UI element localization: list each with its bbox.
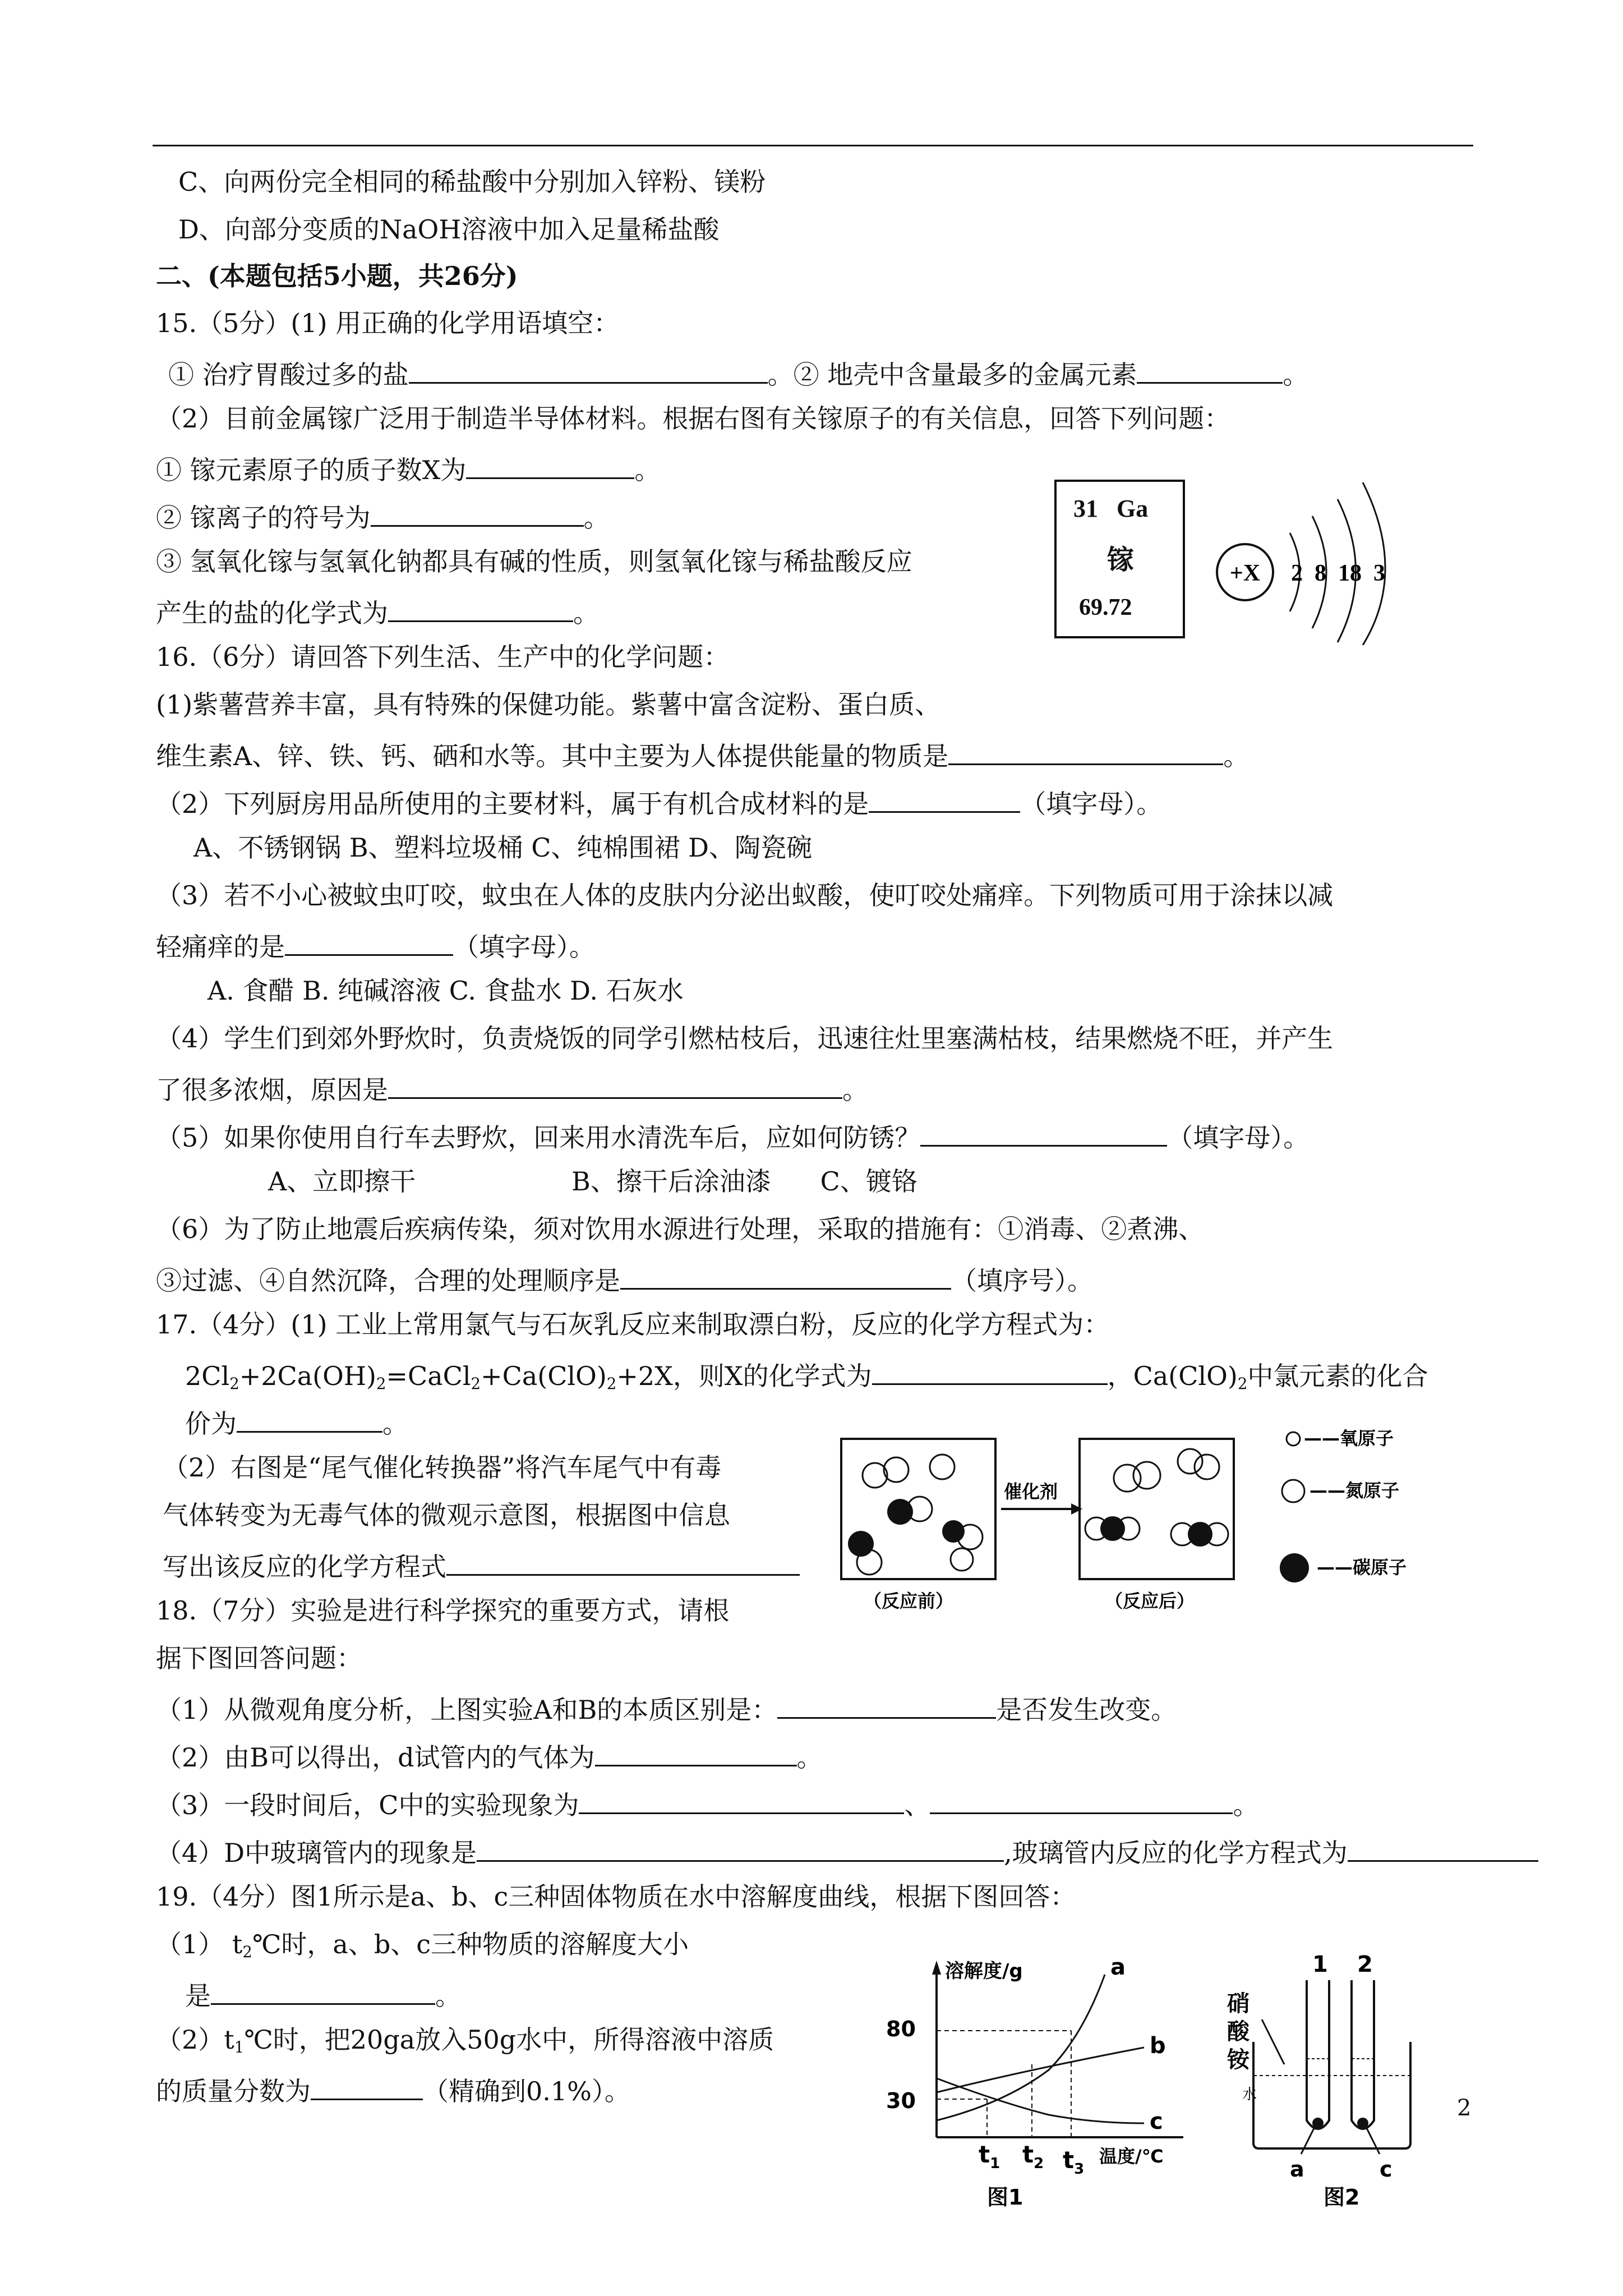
top-rule — [153, 145, 1473, 146]
label-a: a — [1290, 2157, 1304, 2182]
shell-electrons: 2 8 18 3 — [1291, 560, 1385, 586]
q17-title: 17.（4分）(1) 工业上常用氯气与石灰乳反应来制取漂白粉，反应的化学方程式为： — [156, 1309, 1110, 1340]
q15-line1: ① 治疗胃酸过多的盐 。② 地壳中含量最多的金属元素 。 — [168, 356, 1308, 390]
answer-blank[interactable] — [477, 1834, 1004, 1862]
q17-part1b: 价为 。 — [185, 1405, 408, 1439]
option-d: D、向部分变质的NaOH溶液中加入足量稀盐酸 — [178, 214, 720, 245]
gallium-element-card — [1054, 480, 1185, 638]
nitrogen-atom — [1114, 1465, 1141, 1492]
answer-blank[interactable] — [237, 1405, 382, 1433]
q18-title-b: 据下图回答问题： — [156, 1643, 362, 1673]
answer-blank[interactable] — [930, 1787, 1233, 1814]
figure2-caption: 图2 — [1324, 2185, 1360, 2210]
tick-t1: $t_1$ — [979, 2141, 1000, 2172]
option-c: C、向两份完全相同的稀盐酸中分别加入锌粉、镁粉 — [178, 167, 766, 197]
answer-blank[interactable] — [388, 595, 573, 622]
q16-part1b: 维生素A、锌、铁、钙、硒和水等。其中主要为人体提供能量的物质是 。 — [156, 738, 1249, 771]
atomic-number: 31 Ga — [1073, 495, 1149, 522]
q17-equation: $2Cl_2+2Ca(OH)_2=CaCl_2+Ca(ClO)_2+2X$，则X的化学式为 ，$Ca(ClO)_2$中氯元素的化合 — [185, 1358, 1428, 1393]
y-axis-label: 溶解度/g — [945, 1960, 1023, 1982]
answer-blank[interactable] — [388, 1071, 842, 1099]
test-tube-figure — [1223, 1947, 1424, 2210]
answer-blank[interactable] — [872, 1358, 1108, 1385]
reagent-label-1: 硝 — [1227, 1991, 1249, 2017]
catalytic-converter-diagram — [836, 1419, 1492, 1627]
q19-part1: （1） $t_2℃$时，a、b、c三种物质的溶解度大小 — [156, 1929, 689, 1961]
q16-part4b: 了很多浓烟，原因是 。 — [156, 1071, 868, 1105]
q16-part3: （3）若不小心被蚊虫叮咬，蚊虫在人体的皮肤内分泌出蚁酸，使叮咬处痛痒。下列物质可用于涂抹以减 — [156, 880, 1334, 910]
q16-part6b: ③过滤、④自然沉降，合理的处理顺序是 （填序号）。 — [156, 1262, 1093, 1296]
tick-80: 80 — [886, 2017, 916, 2041]
q18-part2: （2）由B可以得出，d试管内的气体为 。 — [156, 1739, 823, 1773]
x-axis-label: 温度/℃ — [1099, 2146, 1164, 2167]
q15-sub2: ② 镓离子的符号为 。 — [156, 499, 610, 533]
reagent-label-2: 酸 — [1227, 2019, 1249, 2045]
carbon-atom — [1100, 1516, 1125, 1541]
q18-title: 18.（7分）实验是进行科学探究的重要方式，请根 — [156, 1595, 730, 1626]
figure1-caption: 图1 — [987, 2185, 1023, 2210]
answer-blank[interactable] — [1137, 356, 1283, 384]
after-caption: （反应后） — [1105, 1590, 1195, 1612]
q15-part2: （2）目前金属镓广泛用于制造半导体材料。根据右图有关镓原子的有关信息，回答下列问题： — [156, 403, 1230, 434]
catalyst-label: 催化剂 — [1004, 1481, 1058, 1502]
q18-part4: （4）D中玻璃管内的现象是 ,玻璃管内反应的化学方程式为 — [156, 1834, 1538, 1868]
q16-part3-options: A. 食醋 B. 纯碱溶液 C. 食盐水 D. 石灰水 — [208, 976, 684, 1006]
curve-b-label: b — [1150, 2033, 1166, 2059]
oxygen-atom — [930, 1455, 955, 1479]
carbon-atom — [887, 1499, 913, 1525]
q16-part6: （6）为了防止地震后疾病传染，须对饮用水源进行处理，采取的措施有：①消毒、②煮沸、 — [156, 1214, 1205, 1244]
q18-part1: （1）从微观角度分析，上图实验A和B的本质区别是： 是否发生改变。 — [156, 1691, 1177, 1725]
nitrogen-atom — [1133, 1462, 1160, 1489]
nucleus-charge: +X — [1229, 560, 1261, 586]
q17-part2c: 写出该反应的化学方程式 — [163, 1548, 800, 1582]
answer-blank[interactable] — [211, 1977, 435, 2005]
page-number: 2 — [1457, 2095, 1472, 2121]
q16-part3b: 轻痛痒的是 （填字母）。 — [156, 928, 595, 962]
tick-t2: $t_2$ — [1022, 2141, 1044, 2172]
answer-blank[interactable] — [409, 356, 768, 384]
curve-a-label: a — [1110, 1954, 1126, 1980]
solubility-curve-figure — [880, 1952, 1206, 2210]
q19-part2: $(2)t_1℃$时，把20ga放入50g水中，所得溶液中溶质 — [156, 2024, 774, 2056]
legend-nitrogen-symbol — [1282, 1480, 1304, 1502]
answer-blank[interactable] — [869, 785, 1020, 813]
q16-part2: （2）下列厨房用品所使用的主要材料，属于有机合成材料的是 （填字母）。 — [156, 785, 1162, 819]
y-axis-arrow — [932, 1961, 941, 1975]
oxygen-atom — [1195, 1455, 1219, 1479]
answer-blank[interactable] — [620, 1262, 951, 1290]
before-caption: （反应前） — [864, 1590, 954, 1612]
answer-blank[interactable] — [466, 452, 634, 479]
q19-part1b: 是 。 — [185, 1977, 461, 2011]
q18-part3: （3）一段时间后，C中的实验现象为 、 。 — [156, 1787, 1258, 1820]
q16-part5-options: A、立即擦干 B、擦干后涂油漆 C、镀铬 — [268, 1166, 917, 1197]
element-name: 镓 — [1107, 545, 1135, 575]
answer-blank[interactable] — [777, 1691, 996, 1719]
q15-sub1: ① 镓元素原子的质子数X为 。 — [156, 452, 660, 485]
legend-oxygen-label: ——氧原子 — [1304, 1428, 1394, 1449]
answer-blank[interactable] — [1348, 1834, 1538, 1862]
tube-1-label: 1 — [1312, 1952, 1328, 1977]
nitrogen-atom — [951, 1548, 973, 1571]
q15-title: 15.（5分）(1) 用正确的化学用语填空： — [156, 308, 620, 338]
q19-title: 19.（4分）图1所示是a、b、c三种固体物质在水中溶解度曲线，根据下图回答： — [156, 1881, 1076, 1912]
legend-oxygen-symbol — [1287, 1432, 1300, 1446]
curve-b — [937, 2047, 1144, 2092]
after-box — [1080, 1439, 1234, 1579]
q16-part5: （5）如果你使用自行车去野炊，回来用水清洗车后，应如何防锈？ （填字母）。 — [156, 1119, 1309, 1153]
tick-t3: $t_3$ — [1063, 2146, 1085, 2178]
answer-blank[interactable] — [595, 1739, 797, 1766]
legend-nitrogen-label: ——氮原子 — [1310, 1480, 1400, 1501]
pointer-line — [1262, 2019, 1284, 2064]
q19-part2b: 的质量分数为 （精确到0.1%）。 — [156, 2073, 630, 2106]
q15-sub3: ③ 氢氧化镓与氢氧化钠都具有碱的性质，则氢氧化镓与稀盐酸反应 — [156, 546, 912, 577]
reagent-label-3: 铵 — [1227, 2047, 1249, 2073]
legend-carbon-symbol — [1280, 1553, 1309, 1582]
water-label: 水 — [1242, 2086, 1257, 2103]
carbon-atom — [942, 1520, 965, 1543]
gallium-atom-diagram — [1206, 466, 1419, 645]
q16-part1: (1)紫薯营养丰富，具有特殊的保健功能。紫薯中富含淀粉、蛋白质、 — [156, 689, 941, 720]
answer-blank[interactable] — [371, 499, 584, 527]
answer-blank[interactable] — [285, 928, 453, 956]
pointer-c — [1366, 2126, 1380, 2154]
q16-part2-options: A、不锈钢锅 B、塑料垃圾桶 C、纯棉围裙 D、陶瓷碗 — [193, 832, 812, 863]
answer-blank[interactable] — [311, 2073, 423, 2100]
carbon-atom — [848, 1531, 874, 1557]
q16-title: 16.（6分）请回答下列生活、生产中的化学问题： — [156, 642, 730, 672]
q17-part2b: 气体转变为无毒气体的微观示意图，根据图中信息 — [163, 1500, 730, 1530]
tube-2-label: 2 — [1357, 1952, 1373, 1977]
answer-blank[interactable] — [446, 1548, 800, 1576]
pointer-a — [1301, 2126, 1315, 2154]
answer-blank[interactable] — [948, 738, 1223, 765]
label-c: c — [1380, 2157, 1393, 2182]
tube-1 — [1307, 1980, 1329, 2129]
beaker — [1253, 2042, 1410, 2148]
answer-blank[interactable] — [579, 1787, 904, 1814]
tube-2 — [1352, 1980, 1374, 2129]
oxygen-atom — [1178, 1449, 1202, 1474]
nitrogen-atom — [884, 1457, 909, 1482]
q17-part2: （2）右图是“尾气催化转换器”将汽车尾气中有毒 — [163, 1452, 722, 1483]
curve-c-label: c — [1150, 2109, 1163, 2134]
answer-blank[interactable] — [920, 1119, 1167, 1147]
atomic-mass: 69.72 — [1079, 595, 1132, 620]
section-heading: 二、(本题包括5小题，共26分) — [156, 261, 518, 291]
carbon-atom — [1188, 1522, 1212, 1547]
legend-carbon-label: ——碳原子 — [1317, 1557, 1407, 1578]
tick-30: 30 — [886, 2088, 916, 2113]
q15-sub3b: 产生的盐的化学式为 。 — [156, 595, 599, 628]
q16-part4: （4）学生们到郊外野炊时，负责烧饭的同学引燃枯枝后，迅速往灶里塞满枯枝，结果燃烧不旺，并产生 — [156, 1023, 1334, 1053]
